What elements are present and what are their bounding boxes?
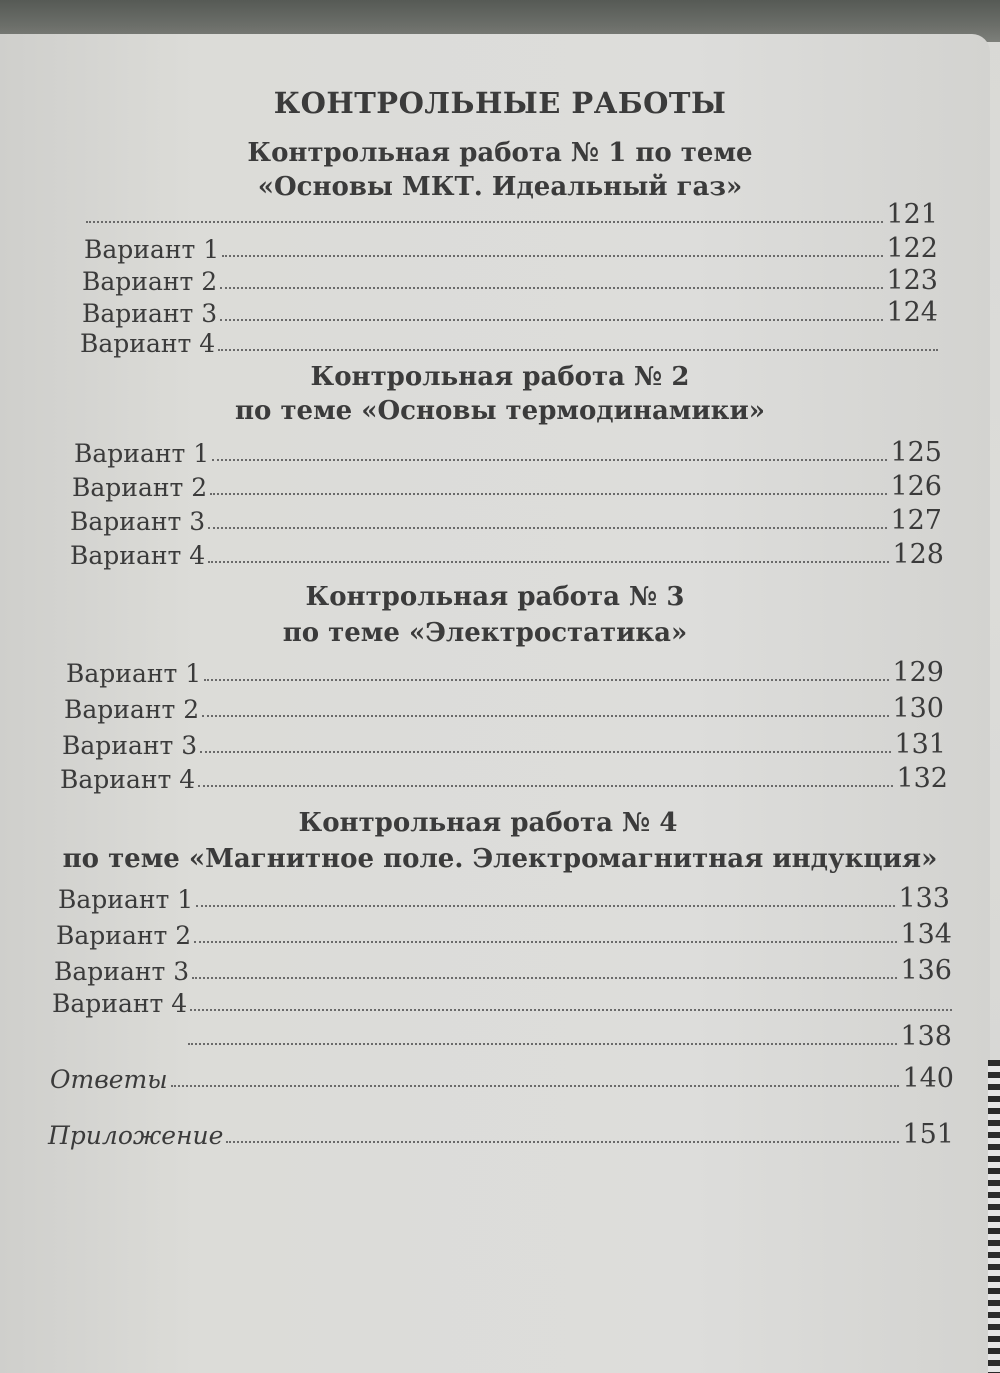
section-1-title-line2: «Основы МКТ. Идеальный газ» [257,172,743,202]
entry-page: 136 [900,955,952,986]
toc-entry-s1-v3 [82,294,938,328]
entry-page: 129 [892,657,944,688]
leader-dots [226,1140,899,1143]
entry-label: Ответы [50,1065,168,1094]
leader-dots [208,560,889,563]
leader-dots [192,976,897,979]
section-2-title-line1: Контрольная работа № 2 [310,362,690,392]
entry-label: Вариант 1 [84,235,220,264]
leader-dots [208,526,887,529]
entry-page: 130 [892,693,944,724]
leader-dots [210,492,887,495]
toc-entry-s2-v2 [72,468,942,502]
section-1-title-line1: Контрольная работа № 1 по теме [247,138,753,168]
toc-entry-s2-v4 [70,536,944,570]
leader-dots [198,784,893,787]
entry-label: Вариант 3 [54,957,190,986]
entry-page: 138 [900,1021,952,1052]
entry-label: Вариант 3 [62,731,198,760]
entry-page: 126 [890,471,942,502]
leader-dots [196,904,895,907]
entry-label: Вариант 1 [58,885,194,914]
toc-entry-s3-v1 [66,654,944,688]
entry-label: Вариант 3 [82,299,218,328]
leader-dots [86,220,883,223]
toc-entry-s1-v1 [84,230,938,264]
toc-entry-s2-v1 [74,434,942,468]
toc-entry-s4-v4 [52,984,952,1018]
entry-label: Вариант 2 [56,921,192,950]
entry-label: Вариант 2 [64,695,200,724]
section-3-title-line2: по теме «Электростатика» [282,618,688,648]
entry-label: Вариант 1 [66,659,202,688]
toc-entry-s4-v3 [54,952,952,986]
leader-dots [202,714,889,717]
leader-dots [204,678,889,681]
section-3-title-line1: Контрольная работа № 3 [305,582,685,612]
entry-page: 121 [886,199,938,230]
section-4-title-line1: Контрольная работа № 4 [298,808,678,838]
toc-entry-s2-v3 [70,502,942,536]
toc-entry-s3-v2 [64,690,944,724]
entry-page: 131 [894,729,946,760]
entry-label: Вариант 4 [70,541,206,570]
leader-dots [220,318,883,321]
entry-label: Вариант 2 [72,473,208,502]
entry-label: Приложение [48,1121,224,1150]
entry-label: Вариант 4 [60,765,196,794]
entry-page: 125 [890,437,942,468]
entry-label: Вариант 3 [70,507,206,536]
toc-entry-section-1-lead [86,196,938,230]
entry-label: Вариант 1 [74,439,210,468]
section-2-title-line2: по теме «Основы термодинамики» [235,396,765,426]
leader-dots [200,750,891,753]
section-4-title-line2: по теме «Магнитное поле. Электромагнитная индукция» [62,844,938,874]
entry-page: 132 [896,763,948,794]
toc-entry-s3-v4 [60,760,948,794]
toc-entry-s4-v1 [58,880,950,914]
toc-entry-s4-v2 [56,916,952,950]
leader-dots [220,286,883,289]
toc-entry-answers [50,1060,954,1094]
entry-page: 133 [898,883,950,914]
toc-entry-s3-v3 [62,726,946,760]
leader-dots [194,940,897,943]
leader-dots [190,1008,952,1011]
leader-dots [222,254,883,257]
entry-label: Вариант 2 [82,267,218,296]
entry-page: 124 [886,297,938,328]
leader-dots [188,1042,897,1045]
entry-label: Вариант 4 [80,329,216,358]
entry-page: 127 [890,505,942,536]
toc-entry-s1-v2 [82,262,938,296]
entry-page: 151 [902,1119,954,1150]
toc-entry-s1-v4 [80,324,938,358]
entry-page: 122 [886,233,938,264]
leader-dots [218,348,938,351]
entry-label: Вариант 4 [52,989,188,1018]
entry-page: 140 [902,1063,954,1094]
binding-edge [988,1060,1000,1373]
entry-page: 123 [886,265,938,296]
entry-page: 134 [900,919,952,950]
entry-page: 128 [892,539,944,570]
leader-dots [212,458,887,461]
leader-dots [171,1084,900,1087]
toc-entry-section-4-trail [188,1018,952,1052]
toc-entry-appendix [48,1116,954,1150]
page-heading: КОНТРОЛЬНЫЕ РАБОТЫ [273,86,727,120]
